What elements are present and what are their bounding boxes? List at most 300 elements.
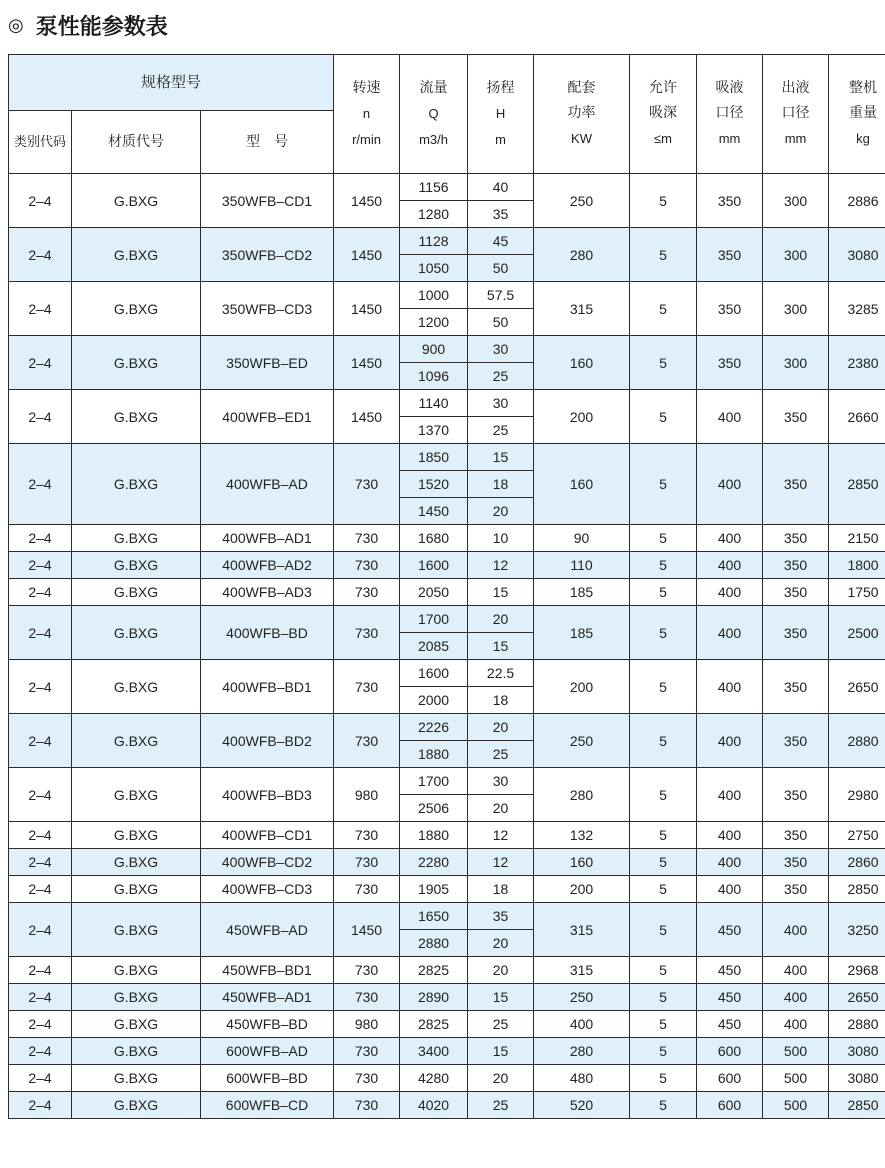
cell-flow: 4280	[400, 1065, 468, 1092]
cell-flow: 1370	[400, 417, 468, 444]
cell-outlet-diameter: 350	[763, 552, 829, 579]
cell-weight: 2380	[829, 336, 885, 390]
cell-category-code: 2–4	[9, 957, 72, 984]
cell-head: 20	[468, 714, 534, 741]
cell-category-code: 2–4	[9, 444, 72, 525]
cell-model: 350WFB–CD3	[201, 282, 334, 336]
cell-suction-depth: 5	[630, 957, 697, 984]
cell-outlet-diameter: 350	[763, 579, 829, 606]
cell-material-code: G.BXG	[72, 1092, 201, 1119]
cell-material-code: G.BXG	[72, 822, 201, 849]
header-power: 配套 功率 KW	[534, 55, 630, 174]
cell-flow: 2825	[400, 1011, 468, 1038]
cell-head: 30	[468, 336, 534, 363]
cell-suction-depth: 5	[630, 849, 697, 876]
cell-outlet-diameter: 350	[763, 444, 829, 525]
cell-suction-depth: 5	[630, 1092, 697, 1119]
header-inlet-diameter: 吸液 口径 mm	[697, 55, 763, 174]
cell-head: 22.5	[468, 660, 534, 687]
cell-power: 200	[534, 660, 630, 714]
cell-outlet-diameter: 350	[763, 822, 829, 849]
cell-head: 18	[468, 471, 534, 498]
cell-speed: 1450	[334, 282, 400, 336]
cell-flow: 2000	[400, 687, 468, 714]
cell-head: 25	[468, 363, 534, 390]
table-row	[9, 228, 885, 255]
cell-head: 35	[468, 903, 534, 930]
cell-outlet-diameter: 350	[763, 768, 829, 822]
circle-marker-icon: ◎	[8, 14, 24, 36]
cell-material-code: G.BXG	[72, 876, 201, 903]
cell-category-code: 2–4	[9, 1011, 72, 1038]
cell-flow: 2890	[400, 984, 468, 1011]
table-row	[9, 1065, 885, 1092]
cell-inlet-diameter: 350	[697, 282, 763, 336]
cell-inlet-diameter: 450	[697, 957, 763, 984]
cell-category-code: 2–4	[9, 606, 72, 660]
header-flow: 流量 Q m3/h	[400, 55, 468, 174]
cell-head: 50	[468, 309, 534, 336]
cell-weight: 2650	[829, 660, 885, 714]
cell-suction-depth: 5	[630, 768, 697, 822]
cell-head: 35	[468, 201, 534, 228]
table-row	[9, 849, 885, 876]
cell-flow: 2506	[400, 795, 468, 822]
cell-power: 520	[534, 1092, 630, 1119]
cell-flow: 1128	[400, 228, 468, 255]
cell-suction-depth: 5	[630, 714, 697, 768]
cell-material-code: G.BXG	[72, 390, 201, 444]
cell-flow: 1450	[400, 498, 468, 525]
cell-category-code: 2–4	[9, 660, 72, 714]
cell-material-code: G.BXG	[72, 849, 201, 876]
cell-weight: 3250	[829, 903, 885, 957]
cell-model: 400WFB–BD2	[201, 714, 334, 768]
cell-model: 350WFB–CD1	[201, 174, 334, 228]
cell-inlet-diameter: 350	[697, 228, 763, 282]
cell-head: 15	[468, 579, 534, 606]
cell-head: 25	[468, 1092, 534, 1119]
cell-outlet-diameter: 500	[763, 1038, 829, 1065]
cell-head: 15	[468, 444, 534, 471]
cell-outlet-diameter: 350	[763, 714, 829, 768]
cell-material-code: G.BXG	[72, 336, 201, 390]
cell-material-code: G.BXG	[72, 525, 201, 552]
cell-outlet-diameter: 300	[763, 174, 829, 228]
cell-flow: 1000	[400, 282, 468, 309]
cell-flow: 4020	[400, 1092, 468, 1119]
cell-suction-depth: 5	[630, 390, 697, 444]
cell-inlet-diameter: 400	[697, 525, 763, 552]
cell-weight: 2850	[829, 444, 885, 525]
header-model: 型 号	[201, 111, 334, 174]
cell-model: 600WFB–CD	[201, 1092, 334, 1119]
cell-head: 20	[468, 795, 534, 822]
cell-inlet-diameter: 400	[697, 660, 763, 714]
cell-outlet-diameter: 500	[763, 1092, 829, 1119]
cell-weight: 2850	[829, 876, 885, 903]
cell-head: 15	[468, 1038, 534, 1065]
cell-flow: 1880	[400, 741, 468, 768]
header-weight: 整机 重量 kg	[829, 55, 885, 174]
cell-category-code: 2–4	[9, 579, 72, 606]
cell-inlet-diameter: 600	[697, 1092, 763, 1119]
spec-model-group-header: 规格型号	[9, 55, 334, 111]
header-material-code: 材质代号	[72, 111, 201, 174]
cell-suction-depth: 5	[630, 1011, 697, 1038]
cell-suction-depth: 5	[630, 660, 697, 714]
cell-weight: 1800	[829, 552, 885, 579]
cell-category-code: 2–4	[9, 903, 72, 957]
header-category-code: 类别代码	[9, 111, 72, 174]
cell-suction-depth: 5	[630, 444, 697, 525]
cell-category-code: 2–4	[9, 1065, 72, 1092]
cell-model: 600WFB–BD	[201, 1065, 334, 1092]
cell-model: 400WFB–AD1	[201, 525, 334, 552]
cell-weight: 2500	[829, 606, 885, 660]
cell-weight: 2660	[829, 390, 885, 444]
cell-power: 200	[534, 876, 630, 903]
cell-inlet-diameter: 600	[697, 1038, 763, 1065]
cell-material-code: G.BXG	[72, 660, 201, 714]
cell-weight: 1750	[829, 579, 885, 606]
cell-head: 12	[468, 822, 534, 849]
cell-flow: 900	[400, 336, 468, 363]
cell-head: 12	[468, 849, 534, 876]
header-head: 扬程 H m	[468, 55, 534, 174]
cell-head: 57.5	[468, 282, 534, 309]
cell-suction-depth: 5	[630, 903, 697, 957]
cell-flow: 1650	[400, 903, 468, 930]
cell-model: 400WFB–BD3	[201, 768, 334, 822]
cell-head: 40	[468, 174, 534, 201]
cell-category-code: 2–4	[9, 336, 72, 390]
cell-material-code: G.BXG	[72, 552, 201, 579]
cell-inlet-diameter: 450	[697, 1011, 763, 1038]
table-row	[9, 444, 885, 471]
cell-speed: 1450	[334, 390, 400, 444]
cell-weight: 3080	[829, 1065, 885, 1092]
cell-head: 20	[468, 930, 534, 957]
cell-category-code: 2–4	[9, 876, 72, 903]
cell-model: 350WFB–ED	[201, 336, 334, 390]
cell-model: 450WFB–AD	[201, 903, 334, 957]
cell-head: 20	[468, 957, 534, 984]
cell-power: 400	[534, 1011, 630, 1038]
cell-head: 10	[468, 525, 534, 552]
table-row	[9, 390, 885, 417]
table-row	[9, 174, 885, 201]
cell-category-code: 2–4	[9, 228, 72, 282]
cell-material-code: G.BXG	[72, 903, 201, 957]
cell-material-code: G.BXG	[72, 768, 201, 822]
cell-model: 400WFB–CD2	[201, 849, 334, 876]
cell-material-code: G.BXG	[72, 957, 201, 984]
cell-category-code: 2–4	[9, 984, 72, 1011]
cell-model: 400WFB–AD3	[201, 579, 334, 606]
cell-inlet-diameter: 450	[697, 903, 763, 957]
cell-flow: 1880	[400, 822, 468, 849]
cell-suction-depth: 5	[630, 552, 697, 579]
table-row	[9, 1038, 885, 1065]
cell-speed: 730	[334, 660, 400, 714]
cell-power: 315	[534, 282, 630, 336]
cell-flow: 1200	[400, 309, 468, 336]
cell-material-code: G.BXG	[72, 1038, 201, 1065]
cell-power: 160	[534, 444, 630, 525]
cell-head: 50	[468, 255, 534, 282]
cell-head: 25	[468, 741, 534, 768]
cell-speed: 980	[334, 768, 400, 822]
cell-power: 90	[534, 525, 630, 552]
cell-category-code: 2–4	[9, 768, 72, 822]
cell-outlet-diameter: 300	[763, 282, 829, 336]
cell-suction-depth: 5	[630, 822, 697, 849]
cell-weight: 2860	[829, 849, 885, 876]
table-row	[9, 1092, 885, 1119]
table-body	[9, 174, 885, 1119]
cell-outlet-diameter: 300	[763, 228, 829, 282]
cell-outlet-diameter: 300	[763, 336, 829, 390]
cell-outlet-diameter: 350	[763, 876, 829, 903]
cell-flow: 1600	[400, 552, 468, 579]
cell-weight: 2886	[829, 174, 885, 228]
cell-head: 30	[468, 768, 534, 795]
table-row	[9, 903, 885, 930]
cell-outlet-diameter: 400	[763, 957, 829, 984]
table-row	[9, 876, 885, 903]
cell-speed: 730	[334, 1065, 400, 1092]
cell-speed: 730	[334, 444, 400, 525]
cell-suction-depth: 5	[630, 606, 697, 660]
cell-model: 400WFB–AD2	[201, 552, 334, 579]
cell-speed: 730	[334, 984, 400, 1011]
cell-suction-depth: 5	[630, 174, 697, 228]
cell-suction-depth: 5	[630, 1065, 697, 1092]
cell-speed: 1450	[334, 228, 400, 282]
cell-power: 110	[534, 552, 630, 579]
table-header	[9, 55, 885, 174]
cell-flow: 1905	[400, 876, 468, 903]
cell-flow: 1140	[400, 390, 468, 417]
pump-performance-table	[8, 54, 885, 1119]
header-outlet-diameter: 出液 口径 mm	[763, 55, 829, 174]
cell-suction-depth: 5	[630, 525, 697, 552]
cell-suction-depth: 5	[630, 579, 697, 606]
cell-head: 25	[468, 1011, 534, 1038]
cell-flow: 1280	[400, 201, 468, 228]
cell-suction-depth: 5	[630, 876, 697, 903]
cell-speed: 730	[334, 579, 400, 606]
header-suction-depth: 允许 吸深 ≤m	[630, 55, 697, 174]
cell-power: 480	[534, 1065, 630, 1092]
cell-speed: 1450	[334, 903, 400, 957]
cell-outlet-diameter: 350	[763, 525, 829, 552]
table-row	[9, 822, 885, 849]
cell-weight: 2880	[829, 714, 885, 768]
cell-weight: 2880	[829, 1011, 885, 1038]
cell-head: 45	[468, 228, 534, 255]
cell-inlet-diameter: 400	[697, 606, 763, 660]
cell-inlet-diameter: 350	[697, 336, 763, 390]
cell-power: 250	[534, 984, 630, 1011]
cell-flow: 1700	[400, 768, 468, 795]
cell-suction-depth: 5	[630, 984, 697, 1011]
cell-weight: 3080	[829, 228, 885, 282]
cell-suction-depth: 5	[630, 336, 697, 390]
cell-flow: 1096	[400, 363, 468, 390]
cell-suction-depth: 5	[630, 1038, 697, 1065]
table-row	[9, 525, 885, 552]
cell-speed: 730	[334, 822, 400, 849]
cell-flow: 1850	[400, 444, 468, 471]
cell-inlet-diameter: 400	[697, 552, 763, 579]
cell-model: 600WFB–AD	[201, 1038, 334, 1065]
table-row	[9, 1011, 885, 1038]
cell-outlet-diameter: 400	[763, 903, 829, 957]
cell-weight: 2150	[829, 525, 885, 552]
cell-inlet-diameter: 400	[697, 768, 763, 822]
cell-inlet-diameter: 400	[697, 876, 763, 903]
cell-category-code: 2–4	[9, 714, 72, 768]
cell-category-code: 2–4	[9, 822, 72, 849]
cell-power: 250	[534, 714, 630, 768]
cell-power: 200	[534, 390, 630, 444]
cell-inlet-diameter: 400	[697, 714, 763, 768]
cell-speed: 730	[334, 957, 400, 984]
page-title	[8, 10, 168, 40]
cell-category-code: 2–4	[9, 390, 72, 444]
cell-category-code: 2–4	[9, 525, 72, 552]
cell-suction-depth: 5	[630, 282, 697, 336]
cell-speed: 730	[334, 1092, 400, 1119]
cell-flow: 1520	[400, 471, 468, 498]
cell-category-code: 2–4	[9, 849, 72, 876]
cell-head: 20	[468, 606, 534, 633]
cell-weight: 3080	[829, 1038, 885, 1065]
cell-head: 12	[468, 552, 534, 579]
cell-speed: 730	[334, 1038, 400, 1065]
cell-speed: 730	[334, 606, 400, 660]
table-row	[9, 957, 885, 984]
cell-category-code: 2–4	[9, 174, 72, 228]
cell-power: 160	[534, 336, 630, 390]
table-row	[9, 606, 885, 633]
cell-model: 400WFB–CD3	[201, 876, 334, 903]
cell-weight: 2850	[829, 1092, 885, 1119]
cell-material-code: G.BXG	[72, 606, 201, 660]
cell-speed: 980	[334, 1011, 400, 1038]
cell-speed: 1450	[334, 336, 400, 390]
cell-inlet-diameter: 400	[697, 579, 763, 606]
cell-inlet-diameter: 400	[697, 822, 763, 849]
cell-inlet-diameter: 400	[697, 444, 763, 525]
cell-power: 280	[534, 768, 630, 822]
cell-speed: 1450	[334, 174, 400, 228]
table-row	[9, 579, 885, 606]
cell-outlet-diameter: 400	[763, 984, 829, 1011]
cell-head: 15	[468, 633, 534, 660]
cell-outlet-diameter: 350	[763, 606, 829, 660]
table-row	[9, 336, 885, 363]
cell-flow: 2226	[400, 714, 468, 741]
cell-speed: 730	[334, 525, 400, 552]
cell-model: 400WFB–BD	[201, 606, 334, 660]
cell-category-code: 2–4	[9, 1092, 72, 1119]
cell-category-code: 2–4	[9, 552, 72, 579]
cell-model: 450WFB–BD1	[201, 957, 334, 984]
cell-flow: 1700	[400, 606, 468, 633]
cell-material-code: G.BXG	[72, 1011, 201, 1038]
cell-outlet-diameter: 400	[763, 1011, 829, 1038]
table-row	[9, 660, 885, 687]
cell-outlet-diameter: 350	[763, 660, 829, 714]
cell-weight: 2968	[829, 957, 885, 984]
cell-suction-depth: 5	[630, 228, 697, 282]
cell-head: 20	[468, 498, 534, 525]
cell-flow: 1600	[400, 660, 468, 687]
cell-power: 315	[534, 957, 630, 984]
cell-speed: 730	[334, 552, 400, 579]
cell-weight: 2650	[829, 984, 885, 1011]
cell-category-code: 2–4	[9, 282, 72, 336]
cell-head: 15	[468, 984, 534, 1011]
cell-flow: 1680	[400, 525, 468, 552]
cell-material-code: G.BXG	[72, 444, 201, 525]
cell-inlet-diameter: 600	[697, 1065, 763, 1092]
cell-flow: 2825	[400, 957, 468, 984]
cell-material-code: G.BXG	[72, 579, 201, 606]
cell-model: 450WFB–AD1	[201, 984, 334, 1011]
cell-power: 250	[534, 174, 630, 228]
cell-speed: 730	[334, 876, 400, 903]
cell-model: 400WFB–ED1	[201, 390, 334, 444]
cell-model: 350WFB–CD2	[201, 228, 334, 282]
cell-model: 400WFB–BD1	[201, 660, 334, 714]
cell-power: 280	[534, 1038, 630, 1065]
cell-head: 30	[468, 390, 534, 417]
cell-flow: 2880	[400, 930, 468, 957]
table-row	[9, 714, 885, 741]
cell-flow: 1156	[400, 174, 468, 201]
cell-power: 280	[534, 228, 630, 282]
cell-model: 450WFB–BD	[201, 1011, 334, 1038]
cell-head: 18	[468, 687, 534, 714]
cell-inlet-diameter: 400	[697, 849, 763, 876]
page-title-text: 泵性能参数表	[35, 14, 168, 40]
table-row	[9, 768, 885, 795]
cell-material-code: G.BXG	[72, 174, 201, 228]
cell-weight: 2750	[829, 822, 885, 849]
cell-power: 185	[534, 606, 630, 660]
cell-category-code: 2–4	[9, 1038, 72, 1065]
cell-flow: 2280	[400, 849, 468, 876]
cell-outlet-diameter: 350	[763, 390, 829, 444]
cell-head: 20	[468, 1065, 534, 1092]
cell-material-code: G.BXG	[72, 984, 201, 1011]
table-row	[9, 984, 885, 1011]
cell-material-code: G.BXG	[72, 714, 201, 768]
table-row	[9, 552, 885, 579]
cell-power: 132	[534, 822, 630, 849]
cell-head: 25	[468, 417, 534, 444]
cell-model: 400WFB–AD	[201, 444, 334, 525]
cell-flow: 2050	[400, 579, 468, 606]
cell-flow: 3400	[400, 1038, 468, 1065]
cell-flow: 1050	[400, 255, 468, 282]
cell-flow: 2085	[400, 633, 468, 660]
cell-material-code: G.BXG	[72, 282, 201, 336]
